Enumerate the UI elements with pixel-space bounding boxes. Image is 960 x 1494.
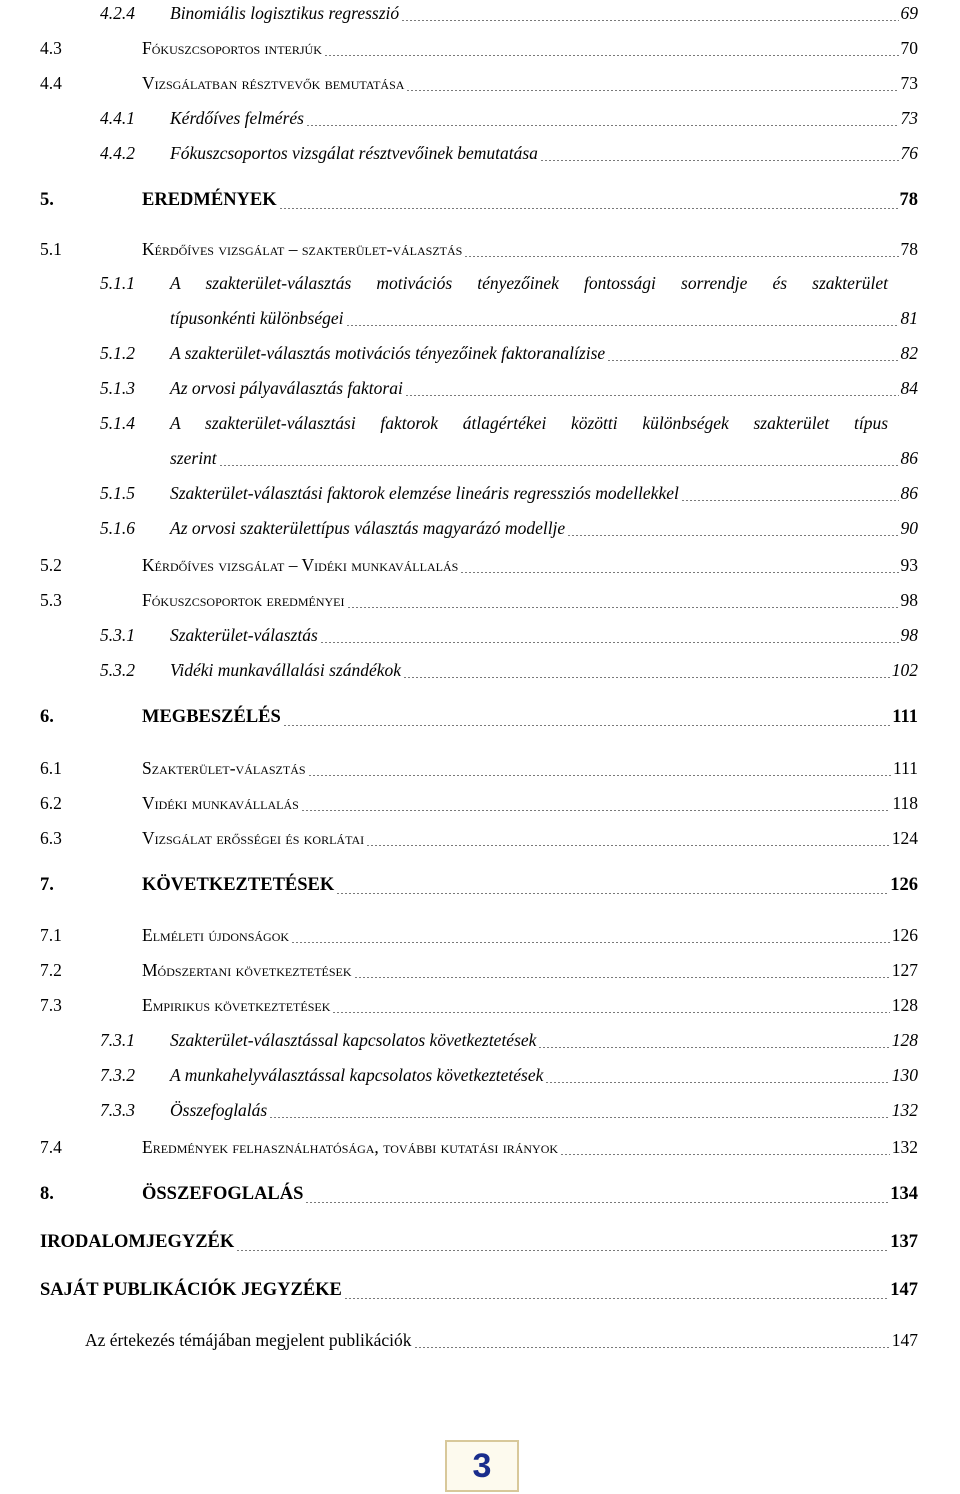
toc-page-number: 78 [900, 239, 918, 259]
toc-number: 5.1.5 [100, 483, 135, 503]
toc-page-number: 132 [891, 1137, 918, 1157]
toc-entry[interactable] [40, 270, 918, 300]
toc-page-number: 134 [890, 1184, 918, 1204]
toc-title: KÖVETKEZTETÉSEK [142, 875, 335, 895]
toc-entry[interactable] [40, 188, 918, 218]
toc-page-number: 127 [891, 960, 918, 980]
toc-leader-dots [406, 90, 898, 91]
toc-title: Eredmények felhasználhatósága, további kutatási irányok [142, 1137, 559, 1157]
toc-title: Vizsgálatban résztvevők bemutatása [142, 73, 405, 93]
page-number: 3 [472, 1446, 492, 1485]
toc-entry[interactable] [40, 755, 918, 785]
toc-number: 5.1.4 [100, 413, 135, 433]
toc-title: IRODALOMJEGYZÉK [40, 1232, 235, 1252]
toc-entry[interactable] [40, 587, 918, 617]
toc-page-number: 90 [900, 518, 918, 538]
toc-page-number: 147 [891, 1330, 918, 1350]
toc-leader-dots [320, 642, 899, 643]
toc-page-number: 126 [891, 925, 918, 945]
toc-leader-dots [332, 1012, 889, 1013]
toc-entry[interactable] [40, 1027, 918, 1057]
toc-page-number: 118 [892, 793, 918, 813]
toc-leader-dots [219, 465, 899, 466]
toc-leader-dots [305, 1202, 888, 1203]
toc-number: 4.3 [40, 38, 62, 58]
toc-entry[interactable] [40, 1182, 918, 1212]
toc-leader-dots [460, 572, 898, 573]
toc-entry[interactable] [40, 480, 918, 510]
toc-number: 5.1.2 [100, 343, 135, 363]
toc-number: 7.3.1 [100, 1030, 135, 1050]
toc-number: 5.1 [40, 239, 62, 259]
toc-leader-dots [236, 1250, 888, 1251]
toc-entry[interactable] [40, 236, 918, 266]
toc-leader-dots [354, 977, 890, 978]
toc-leader-dots [283, 725, 890, 726]
toc-number: 4.4.2 [100, 143, 135, 163]
toc-entry[interactable] [40, 35, 918, 65]
toc-number: 4.4 [40, 73, 62, 93]
toc-page-number: 124 [891, 828, 918, 848]
toc-entry[interactable] [40, 1134, 918, 1164]
toc-entry[interactable] [40, 70, 918, 100]
toc-entry[interactable] [40, 0, 918, 30]
toc-title: Az orvosi pályaválasztás faktorai [170, 378, 403, 398]
toc-title: Szakterület-választási faktorok elemzése lineáris regressziós modellekkel [170, 483, 679, 503]
toc-leader-dots [567, 535, 898, 536]
toc-entry[interactable] [40, 1062, 918, 1092]
toc-page-number: 130 [891, 1065, 918, 1085]
toc-entry[interactable] [40, 515, 918, 545]
toc-leader-dots [366, 845, 890, 846]
toc-entry[interactable] [40, 340, 918, 370]
toc-page-number: 84 [900, 378, 918, 398]
toc-entry[interactable] [40, 922, 918, 952]
toc-leader-dots [545, 1082, 889, 1083]
toc-entry[interactable] [40, 140, 918, 170]
toc-number: 5.1.3 [100, 378, 135, 398]
toc-number: 6.1 [40, 758, 62, 778]
toc-leader-dots [301, 810, 891, 811]
toc-page-number: 147 [890, 1280, 918, 1300]
toc-title-continuation: típusonkénti különbségei [170, 308, 344, 328]
toc-title-continuation: szerint [170, 448, 217, 468]
toc-leader-dots [324, 55, 899, 56]
toc-number: 4.2.4 [100, 3, 135, 23]
toc-page-number: 111 [892, 707, 918, 727]
toc-leader-dots [538, 1047, 889, 1048]
toc-leader-dots [346, 325, 899, 326]
toc-number: 6. [40, 707, 54, 727]
toc-title: Fókuszcsoportok eredményei [142, 590, 345, 610]
toc-title: EREDMÉNYEK [142, 190, 277, 210]
toc-number: 6.2 [40, 793, 62, 813]
toc-title: Binomiális logisztikus regresszió [170, 3, 400, 23]
toc-leader-dots [405, 395, 899, 396]
toc-number: 7. [40, 875, 54, 895]
toc-page-number: 128 [891, 1030, 918, 1050]
toc-title: Vidéki munkavállalási szándékok [170, 660, 402, 680]
toc-entry[interactable] [40, 825, 918, 855]
toc-number: 5. [40, 190, 54, 210]
toc-number: 7.3.3 [100, 1100, 135, 1120]
toc-title: SAJÁT PUBLIKÁCIÓK JEGYZÉKE [40, 1280, 342, 1300]
toc-title: Az értekezés témájában megjelent publikációk [85, 1330, 412, 1350]
toc-leader-dots [464, 256, 898, 257]
toc-page-number: 102 [891, 660, 918, 680]
toc-leader-dots [269, 1117, 890, 1118]
toc-page-number: 69 [900, 3, 918, 23]
toc-leader-dots [414, 1347, 890, 1348]
toc-entry[interactable] [40, 790, 918, 820]
toc-leader-dots [401, 20, 898, 21]
toc-leader-dots [607, 360, 898, 361]
toc-page-number: 86 [900, 483, 918, 503]
toc-page-number: 132 [891, 1100, 918, 1120]
toc-page-number: 137 [890, 1232, 918, 1252]
toc-title: Szakterület-választás [170, 625, 318, 645]
toc-title: Empirikus következtetések [142, 995, 331, 1015]
toc-entry[interactable] [40, 1230, 918, 1260]
toc-number: 7.1 [40, 925, 62, 945]
toc-entry[interactable] [40, 622, 918, 652]
toc-title: Kérdőíves vizsgálat – szakterület-választás [142, 239, 463, 259]
toc-title: Szakterület-választás [142, 758, 306, 778]
toc-title: Kérdőíves vizsgálat – Vidéki munkavállalás [142, 555, 459, 575]
toc-number: 7.3 [40, 995, 62, 1015]
toc-page-number: 76 [900, 143, 918, 163]
toc-leader-dots [306, 125, 899, 126]
toc-entry[interactable] [40, 705, 918, 735]
toc-entry[interactable] [40, 992, 918, 1022]
toc-number: 7.3.2 [100, 1065, 135, 1085]
toc-number: 5.3 [40, 590, 62, 610]
toc-entry[interactable] [40, 105, 918, 135]
toc-number: 5.1.1 [100, 273, 135, 293]
toc-number: 5.1.6 [100, 518, 135, 538]
toc-page-number: 73 [900, 108, 918, 128]
toc-leader-dots [344, 1298, 888, 1299]
toc-entry-continuation [40, 305, 918, 335]
toc-page-number: 78 [899, 190, 918, 210]
toc-title: Módszertani következtetések [142, 960, 352, 980]
toc-entry[interactable] [40, 657, 918, 687]
toc-page-number: 70 [900, 38, 918, 58]
toc-leader-dots [540, 160, 899, 161]
toc-title: Az orvosi szakterülettípus választás magyarázó modellje [170, 518, 566, 538]
toc-entry-continuation [40, 445, 918, 475]
toc-leader-dots [291, 942, 890, 943]
toc-leader-dots [681, 500, 899, 501]
toc-title: Elméleti újdonságok [142, 925, 290, 945]
toc-page-number: 111 [893, 758, 918, 778]
toc-number: 6.3 [40, 828, 62, 848]
toc-page-number: 126 [890, 875, 918, 895]
toc-number: 7.2 [40, 960, 62, 980]
toc-leader-dots [347, 607, 899, 608]
toc-title: A szakterület-választási faktorok átlagértékei közötti különbségek szakterület típus [170, 413, 888, 433]
toc-title: Fókuszcsoportos vizsgálat résztvevőinek bemutatása [170, 143, 538, 163]
toc-title: Kérdőíves felmérés [170, 108, 304, 128]
toc-page-number: 82 [900, 343, 918, 363]
toc-leader-dots [560, 1154, 890, 1155]
toc-page-number: 98 [900, 625, 918, 645]
toc-title: Összefoglalás [170, 1100, 268, 1120]
toc-leader-dots [403, 677, 890, 678]
toc-title: A szakterület-választás motivációs tényezőinek faktoranalízise [170, 343, 606, 363]
toc-number: 4.4.1 [100, 108, 135, 128]
toc-entry[interactable] [40, 552, 918, 582]
toc-number: 5.2 [40, 555, 62, 575]
toc-page-number: 81 [900, 308, 918, 328]
toc-title: Vizsgálat erősségei és korlátai [142, 828, 365, 848]
toc-entry[interactable] [40, 1278, 918, 1308]
toc-page-number: 73 [900, 73, 918, 93]
toc-entry[interactable] [40, 410, 918, 440]
toc-title: A munkahelyválasztással kapcsolatos következtetések [170, 1065, 544, 1085]
toc-entry[interactable] [40, 375, 918, 405]
toc-page-number: 93 [900, 555, 918, 575]
toc-number: 5.3.2 [100, 660, 135, 680]
toc-title: Vidéki munkavállalás [142, 793, 299, 813]
toc-entry[interactable] [40, 957, 918, 987]
toc-title: MEGBESZÉLÉS [142, 707, 281, 727]
toc-number: 5.3.1 [100, 625, 135, 645]
toc-leader-dots [308, 775, 892, 776]
toc-number: 8. [40, 1184, 54, 1204]
toc-entry[interactable] [40, 1097, 918, 1127]
page-number-badge [445, 1440, 519, 1492]
toc-leader-dots [279, 208, 898, 209]
toc-title: A szakterület-választás motivációs tényezőinek fontossági sorrendje és szakterület [170, 273, 888, 293]
toc-number: 7.4 [40, 1137, 62, 1157]
toc-title: Fókuszcsoportos interjúk [142, 38, 322, 58]
toc-title: Szakterület-választással kapcsolatos következtetések [170, 1030, 537, 1050]
toc-page-number: 86 [900, 448, 918, 468]
toc-entry[interactable] [40, 1327, 918, 1357]
toc-title: ÖSSZEFOGLALÁS [142, 1184, 304, 1204]
toc-entry[interactable] [40, 873, 918, 903]
toc-page-number: 98 [900, 590, 918, 610]
toc-page-number: 128 [891, 995, 918, 1015]
toc-leader-dots [336, 893, 888, 894]
